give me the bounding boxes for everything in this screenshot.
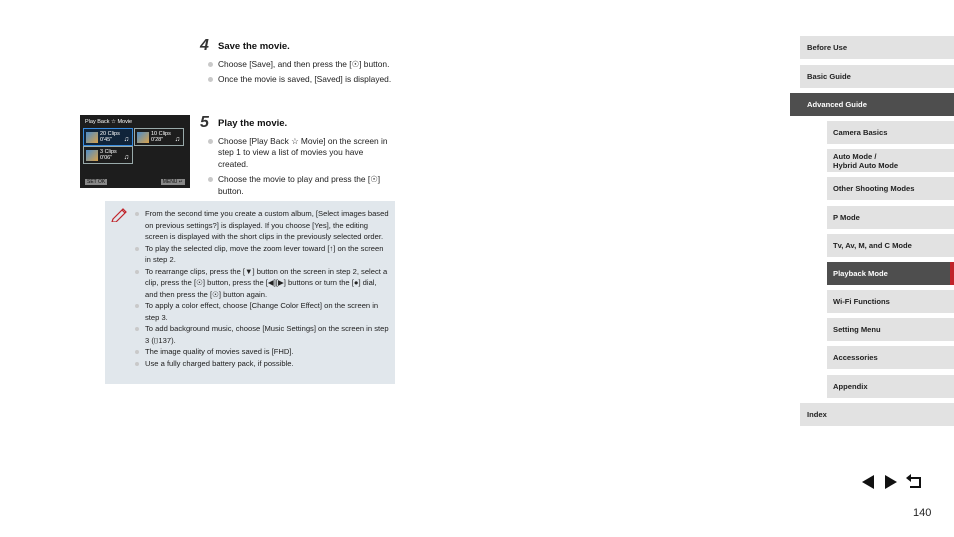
clip-tile xyxy=(83,128,133,146)
step-number: 4 xyxy=(200,37,209,54)
return-icon xyxy=(905,473,923,491)
nav-before-use[interactable]: Before Use xyxy=(800,36,954,59)
step-title: Play the movie. xyxy=(218,117,288,129)
next-page-button[interactable] xyxy=(882,473,900,491)
arrow-right-icon xyxy=(882,473,900,491)
clip-thumbnail xyxy=(137,132,149,143)
music-note-icon: ♫ xyxy=(123,136,129,143)
nav-auto-mode-line2: Hybrid Auto Mode xyxy=(833,160,899,170)
note-item: To play the selected clip, move the zoom lever toward [↑] on the screen in step 2. xyxy=(135,243,390,266)
note-item: The image quality of movies saved is [FHD]. xyxy=(135,346,390,358)
nav-appendix[interactable]: Appendix xyxy=(827,375,954,398)
return-button[interactable] xyxy=(905,473,923,491)
clip-tile xyxy=(134,128,184,146)
clip-duration: 0'45" xyxy=(100,137,113,143)
screen-header: Play Back ☆ Movie xyxy=(85,119,133,125)
nav-advanced-guide[interactable]: Advanced Guide xyxy=(790,93,954,116)
page-number: 140 xyxy=(913,507,932,519)
nav-accessories[interactable]: Accessories xyxy=(827,346,954,369)
clip-thumbnail xyxy=(86,150,98,161)
step-number: 5 xyxy=(200,114,209,131)
previous-page-button[interactable] xyxy=(859,473,877,491)
step-4 xyxy=(200,37,393,90)
arrow-left-icon xyxy=(859,473,877,491)
clip-count: 20 Clips xyxy=(100,130,120,137)
nav-auto-mode[interactable] xyxy=(827,149,954,172)
camera-screen-image xyxy=(80,115,190,188)
nav-index[interactable]: Index xyxy=(800,403,954,426)
music-note-icon: ♫ xyxy=(174,136,180,143)
nav-tv-av-m-c-mode[interactable]: Tv, Av, M, and C Mode xyxy=(827,234,954,257)
clip-duration: 0'28" xyxy=(151,137,164,143)
note-item: From the second time you create a custom album, [Select images based on previous settings?] is displayed. If you choose [Yes], the editing screen is displayed with the short clips in the previously selected order. xyxy=(135,208,390,243)
step-bullet: Choose [Save], and then press the [☉] button. xyxy=(208,59,393,70)
nav-auto-mode-line1: Auto Mode / xyxy=(833,151,877,161)
step-5 xyxy=(200,114,393,201)
step-bullet: Once the movie is saved, [Saved] is displayed. xyxy=(208,74,393,85)
note-item: Use a fully charged battery pack, if possible. xyxy=(135,358,390,370)
music-note-icon: ♫ xyxy=(123,154,129,161)
nav-camera-basics[interactable]: Camera Basics xyxy=(827,121,954,144)
clip-duration: 0'06" xyxy=(100,155,113,161)
clip-tile xyxy=(83,146,133,164)
clip-count: 10 Clips xyxy=(151,130,171,137)
nav-wifi-functions[interactable]: Wi-Fi Functions xyxy=(827,290,954,313)
note-item: To add background music, choose [Music Settings] on the screen in step 3 (⌷137). xyxy=(135,323,390,346)
note-item: To rearrange clips, press the [▼] button on the screen in step 2, select a clip, press the [☉] button, press the [◀][▶] buttons or turn the [●] dial, and then press the [☉] button again. xyxy=(135,266,390,301)
nav-basic-guide[interactable]: Basic Guide xyxy=(800,65,954,88)
nav-setting-menu[interactable]: Setting Menu xyxy=(827,318,954,341)
note-item: To apply a color effect, choose [Change Color Effect] on the screen in step 3. xyxy=(135,300,390,323)
clip-thumbnail xyxy=(86,132,98,143)
page-navigation xyxy=(859,473,923,491)
nav-other-shooting-modes[interactable]: Other Shooting Modes xyxy=(827,177,954,200)
step-bullet: Choose the movie to play and press the [☉] button. xyxy=(208,174,393,197)
screen-footer-left: SET OK xyxy=(87,179,106,185)
screen-footer-right: MENU ↵ xyxy=(162,179,183,185)
step-bullet: Choose [Play Back ☆ Movie] on the screen in step 1 to view a list of movies you have created. xyxy=(208,136,393,170)
pencil-note-icon xyxy=(110,206,130,222)
nav-playback-mode[interactable]: Playback Mode xyxy=(827,262,954,285)
clip-count: 3 Clips xyxy=(100,148,117,155)
notes-box xyxy=(105,201,395,384)
step-title: Save the movie. xyxy=(218,40,290,52)
nav-p-mode[interactable]: P Mode xyxy=(827,206,954,229)
